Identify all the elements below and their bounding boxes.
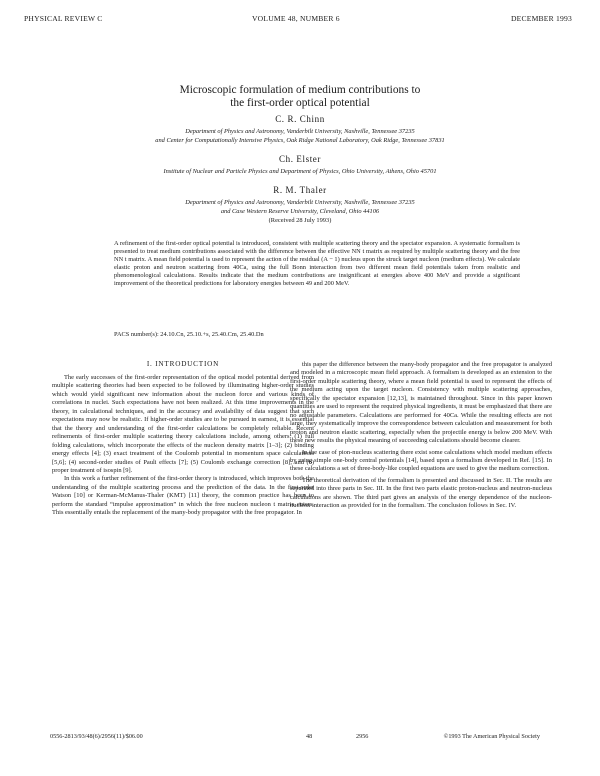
affiliation: Institute of Nuclear and Particle Physics and Department of Physics, Ohio University, Athens, Ohio 45701 bbox=[163, 168, 437, 175]
pacs-numbers: PACS number(s): 24.10.Cn, 25.10.+s, 25.40.Cm, 25.40.Dn bbox=[114, 331, 264, 338]
author-block-3 bbox=[0, 185, 600, 224]
affiliation: Department of Physics and Astronomy, Vanderbilt University, Nashville, Tennessee 37235 bbox=[185, 128, 415, 135]
author-block-1 bbox=[0, 114, 600, 146]
volume-number: VOLUME 48, NUMBER 6 bbox=[252, 14, 340, 23]
affiliation: and Center for Computationally Intensive Physics, Oak Ridge National Laboratory, Oak Ridge, Tennessee 37831 bbox=[155, 137, 445, 145]
author-block-2 bbox=[0, 154, 600, 176]
affiliation: Department of Physics and Astronomy, Vanderbilt University, Nashville, Tennessee 37235 bbox=[185, 199, 415, 206]
author-name: Ch. Elster bbox=[279, 154, 321, 164]
author-name: R. M. Thaler bbox=[273, 185, 327, 195]
page-number: 2956 bbox=[356, 733, 369, 740]
volume-label: 48 bbox=[306, 733, 313, 740]
paragraph: The theoretical derivation of the formalism is presented and discussed in Sec. II. The results are separated into three parts in Sec. III. In the first two parts elastic proton-nucleus and neutron-nucleus calculations are shown. The third part gives an analysis of the energy dependence of the nucleon-nucleon interaction as provided for in the formalism. The conclusion follows in Sec. IV. bbox=[290, 476, 552, 510]
paper-title bbox=[0, 84, 600, 110]
article-code: 0556-2813/93/48(6)/2956(11)/$06.00 bbox=[50, 733, 143, 740]
abstract: A refinement of the first-order optical potential is introduced, consistent with multiple scattering theory and the spectator expansion. A systematic formalism is presented to treat medium contributions associated with the difference between the effective NN t matrix as required by multiple scattering theory and the free NN t matrix. A mean field potential is used to represent the action of the residual (A − 1) nucleus upon the struck target nucleon (medium effects). We calculate elastic proton and neutron scattering from 40Ca, using the full Bonn interaction from two different mean field potentials taken from realistic and phenomenological calculations. Results indicate that the medium contributions are insignificant at energies above 400 MeV and provide a significant improvement of the theoretical predictions for laboratory energies between 49 and 200 MeV. bbox=[114, 240, 520, 288]
right-column bbox=[290, 361, 552, 511]
paragraph: The early successes of the first-order representation of the optical model potential derived from multiple scattering theories had been expected to be followed by illuminating higher-order studies which would yield significant new information about the nucleon force and various kinds of correlations in nuclei. Such expectations have not been realized. At this time improvements in the theory, in calculational techniques, and in the accuracy and availability of data suggest that such expectations may now be realistic. If higher-order studies are to be pursued in earnest, it is essential that the theory and understanding of the first-order calculations be completely reliable. Recent refinements of first-order multiple scattering theory calculations include, among others: (1) full folding calculations, which incorporate the effects of the nucleon density matrix [1–3]; (2) binding energy effects [4]; (3) exact treatment of the Coulomb potential in momentum space calculations [5,6]; (4) second-order studies of Pauli effects [7]; (5) Coulomb exchange correction [8]; and (6) proper treatment of isospin [9]. bbox=[52, 374, 314, 474]
author-name: C. R. Chinn bbox=[275, 114, 325, 124]
paragraph: In this work a further refinement of the first-order theory is introduced, which improves both the understanding of the multiple scattering process and the prediction of the data. In the first-order Watson [10] or Kerman-McManus-Thaler (KMT) [11] theory, the common practice has been to perform the standard “impulse approximation” in which the free nucleon nucleon t matrix enters. This essentially entails the replacement of the many-body propagator with the free propagator. In bbox=[52, 475, 314, 517]
title-line: the first-order optical potential bbox=[230, 97, 370, 109]
paragraph: this paper the difference between the many-body propagator and the free propagator is analyzed and modeled in a microscopic mean field approach. A formalism is developed as an extension to the first-order multiple scattering theory, where a mean field potential is used to represent the effects of the medium acting upon the target nucleon. Consistency with multiple scattering approaches, specifically the spectator expansion [12,13], is maintained throughout. Since in this paper known quantities are used to represent the required physical ingredients, it must be emphasized that there are no adjustable parameters. Calculations are performed for 40Ca. While the resulting effects are not large, they systematically improve the correspondence between calculation and measurement for both proton and neutron elastic scattering, especially when the projectile energy is below 200 MeV. With these new results the physical meaning of succeeding calculations should become clearer. bbox=[290, 361, 552, 445]
paragraph: In the case of pion-nucleus scattering there exist some calculations which model medium effects by using simple one-body central potentials [14], based upon a formalism developed in Ref. [15]. In these calculations a set of three-body-like coupled equations are used to give the medium correction. bbox=[290, 448, 552, 473]
left-column bbox=[52, 374, 314, 518]
title-line: Microscopic formulation of medium contributions to bbox=[179, 84, 421, 96]
received-date: (Received 28 July 1993) bbox=[268, 216, 332, 224]
section-heading: I. INTRODUCTION bbox=[146, 360, 220, 368]
copyright: ©1993 The American Physical Society bbox=[443, 733, 540, 740]
journal-name: PHYSICAL REVIEW C bbox=[24, 14, 103, 23]
issue-date: DECEMBER 1993 bbox=[510, 14, 572, 23]
affiliation: and Case Western Reserve University, Cleveland, Ohio 44106 bbox=[220, 208, 380, 216]
